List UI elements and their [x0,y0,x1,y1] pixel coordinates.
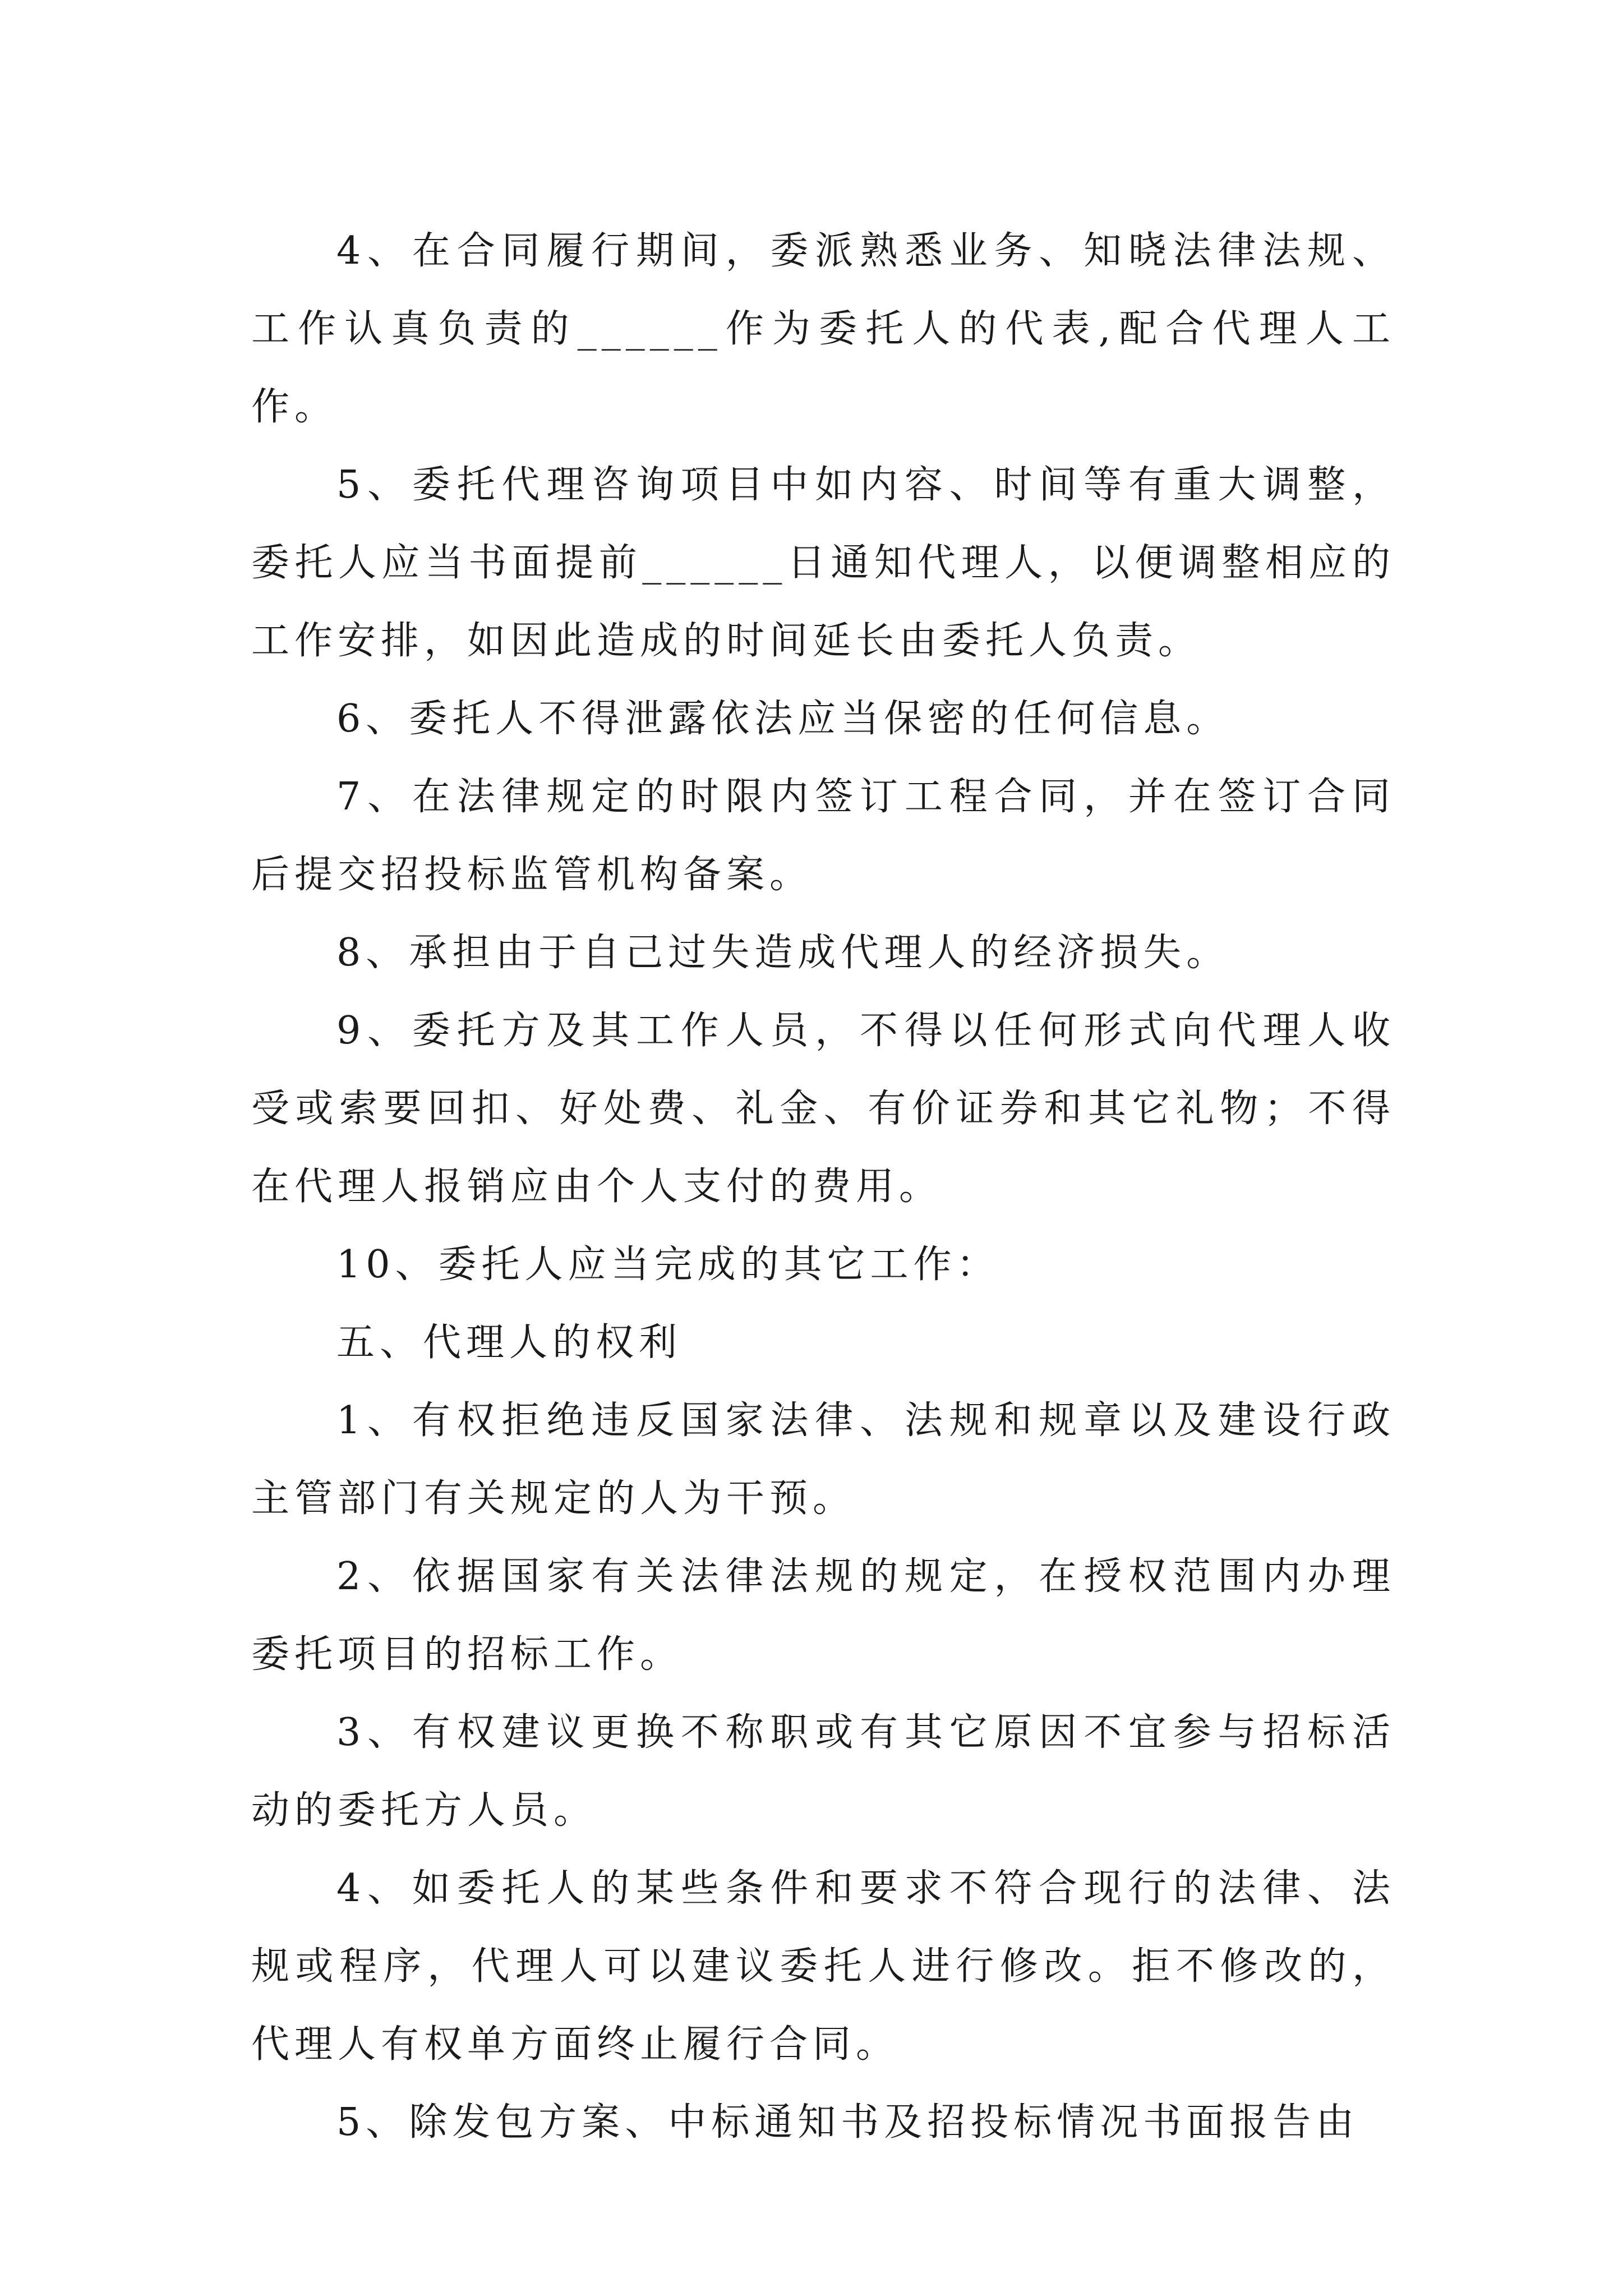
paragraph-agent-right-3: 3、有权建议更换不称职或有其它原因不宜参与招标活动的委托方人员。 [251,1710,1395,1833]
paragraph-client-duty-4: 4、在合同履行期间，委派熟悉业务、知晓法律法规、工作认真负责的______作为委托人的代表,配合代理人工作。 [251,229,1395,429]
paragraph-client-duty-5: 5、委托代理咨询项目中如内容、时间等有重大调整，委托人应当书面提前______日通知代理人，以便调整相应的工作安排，如因此造成的时间延长由委托人负责。 [251,463,1395,663]
paragraph-agent-right-4: 4、如委托人的某些条件和要求不符合现行的法律、法规或程序，代理人可以建议委托人进行修改。拒不修改的，代理人有权单方面终止履行合同。 [251,1866,1395,2067]
paragraph-client-duty-10: 10、委托人应当完成的其它工作： [336,1243,1000,1287]
section-heading-agent-rights: 五、代理人的权利 [336,1320,683,1365]
paragraph-client-duty-9: 9、委托方及其工作人员，不得以任何形式向代理人收受或索要回扣、好处费、礼金、有价证券和其它礼物；不得在代理人报销应由个人支付的费用。 [251,1009,1395,1209]
paragraph-agent-right-1: 1、有权拒绝违反国家法律、法规和规章以及建设行政主管部门有关规定的人为干预。 [251,1398,1395,1521]
paragraph-agent-right-2: 2、依据国家有关法律法规的规定，在授权范围内办理委托项目的招标工作。 [251,1554,1395,1677]
paragraph-client-duty-8: 8、承担由于自己过失造成代理人的经济损失。 [336,931,1230,975]
paragraph-agent-right-5: 5、除发包方案、中标通知书及招投标情况书面报告由 [336,2100,1359,2145]
document-body [251,212,1395,2161]
paragraph-client-duty-6: 6、委托人不得泄露依法应当保密的任何信息。 [336,697,1230,741]
paragraph-client-duty-7: 7、在法律规定的时限内签订工程合同，并在签订合同后提交招投标监管机构备案。 [251,775,1395,897]
